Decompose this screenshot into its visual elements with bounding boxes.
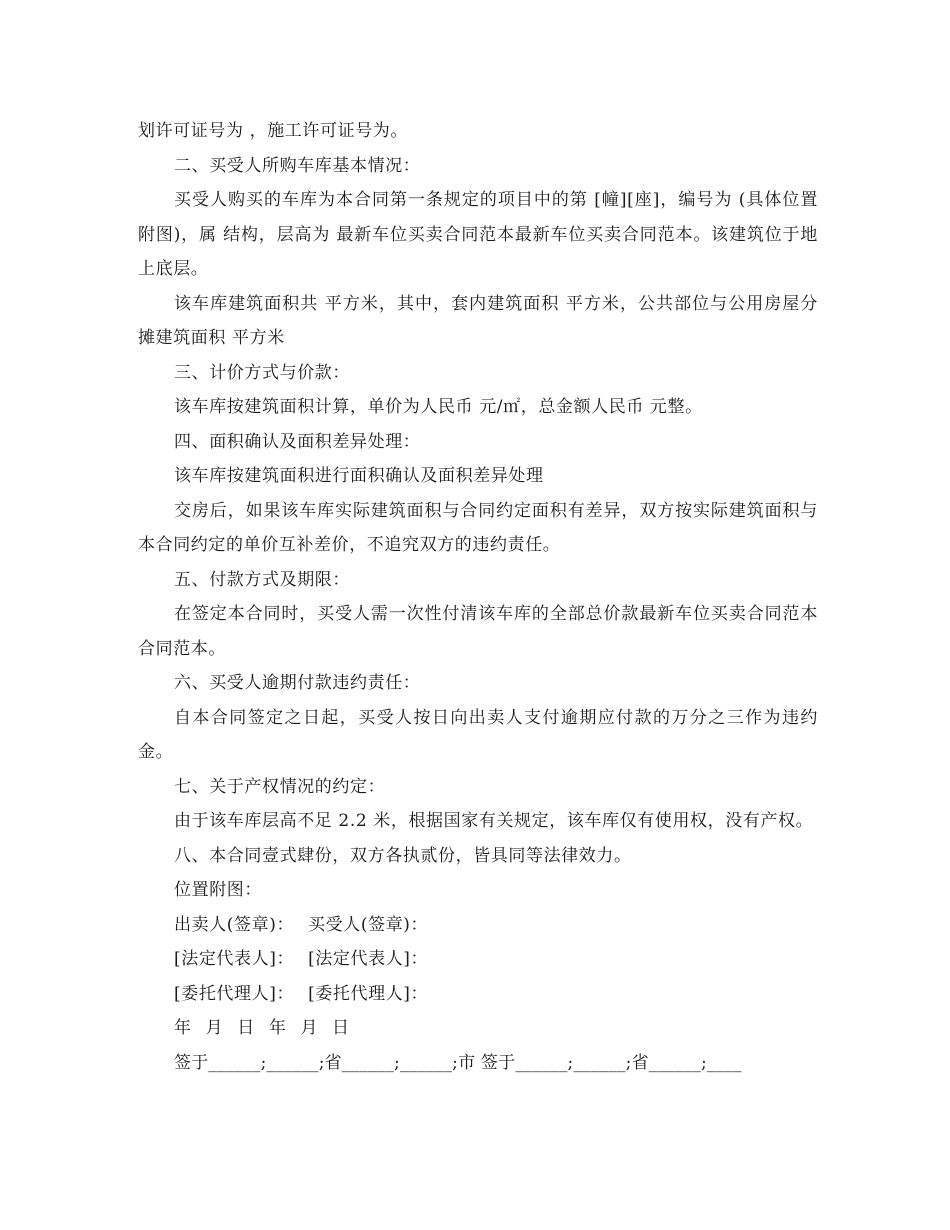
seller-seal-label: 出卖人(签章)： (174, 914, 295, 935)
garage-basic-info: 买受人购买的车库为本合同第一条规定的项目中的第 [幢][座]，编号为 (具体位置附图)，属 结构，层高为 最新车位买卖合同范本最新车位买卖合同范本。该建筑位于地上底层。 (138, 190, 818, 279)
section-2-heading: 二、买受人所购车库基本情况： (174, 155, 421, 176)
signing-place-line: 签于______;______;省______;______;市 签于______;______;省______;____ (174, 1052, 742, 1073)
payment-clause: 在签定本合同时，买受人需一次性付清该车库的全部总价款最新车位买卖合同范本合同范本。 (138, 604, 818, 659)
seller-year-label: 年 (174, 1018, 192, 1038)
buyer-seal-label: 买受人(签章)： (308, 914, 429, 935)
section-3-heading: 三、计价方式与价款： (174, 362, 350, 383)
contract-body (138, 114, 818, 1080)
signature-row-legal-rep (138, 942, 818, 977)
area-difference-clause: 交房后，如果该车库实际建筑面积与合同约定面积有差异，双方按实际建筑面积与本合同约定的单价互补差价，不追究双方的违约责任。 (138, 500, 818, 555)
area-confirmation-clause: 该车库按建筑面积进行面积确认及面积差异处理 (174, 466, 544, 486)
buyer-agent-label: [委托代理人]： (308, 983, 429, 1004)
signature-row-seal (138, 908, 818, 943)
seller-month-label: 月 (205, 1018, 224, 1038)
buyer-month-label: 月 (300, 1018, 319, 1038)
buyer-legal-rep-label: [法定代表人]： (308, 949, 429, 969)
signature-row-agent (138, 977, 818, 1012)
buyer-day-label: 日 (332, 1018, 350, 1038)
seller-legal-rep-label: [法定代表人]： (174, 949, 295, 969)
seller-agent-label: [委托代理人]： (174, 983, 295, 1004)
garage-area-info: 该车库建筑面积共 平方米，其中，套内建筑面积 平方米，公共部位与公用房屋分摊建筑面积 平方米 (138, 293, 818, 348)
buyer-year-label: 年 (268, 1018, 287, 1038)
property-rights-clause: 由于该车库层高不足 2.2 米，根据国家有关规定，该车库仅有使用权，没有产权。 (174, 811, 814, 831)
date-line (138, 1011, 818, 1046)
section-7-heading: 七、关于产权情况的约定： (174, 776, 386, 797)
pricing-clause: 该车库按建筑面积计算，单价为人民币 元/㎡，总金额人民币 元整。 (174, 397, 703, 417)
permit-line: 划许可证号为 ，施工许可证号为。 (138, 121, 409, 141)
seller-day-label: 日 (237, 1018, 255, 1038)
location-attachment-label: 位置附图： (174, 880, 262, 900)
section-4-heading: 四、面积确认及面积差异处理： (174, 431, 421, 452)
section-5-heading: 五、付款方式及期限： (174, 569, 350, 590)
late-payment-clause: 自本合同签定之日起，买受人按日向出卖人支付逾期应付款的万分之三作为违约金。 (138, 707, 818, 762)
section-6-heading: 六、买受人逾期付款违约责任： (174, 673, 421, 693)
section-8-copies: 八、本合同壹式肆份，双方各执贰份，皆具同等法律效力。 (174, 845, 632, 866)
